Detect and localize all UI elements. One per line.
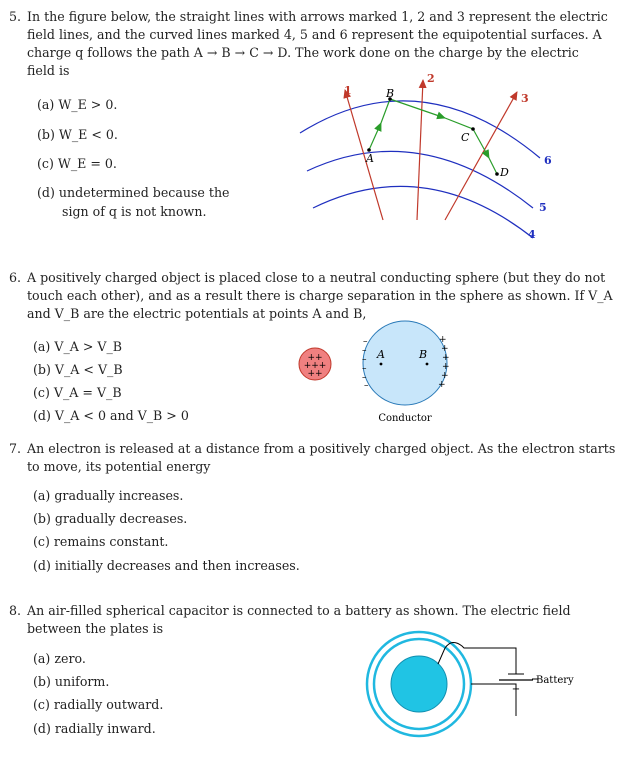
charged-object-plus-signs-top: ++	[307, 353, 323, 363]
label-field-1: 1	[344, 84, 352, 97]
svg-text:–: –	[363, 337, 368, 347]
q5-stem-line-4: field is	[27, 63, 70, 78]
svg-text:–: –	[364, 381, 369, 391]
option-text: W_E < 0.	[58, 127, 118, 142]
q6-stem-line-3: and V_B are the electric potentials at points A and B,	[27, 306, 367, 321]
option-label: (c)	[37, 156, 54, 171]
q5-figure	[295, 68, 565, 248]
option-text: zero.	[54, 651, 86, 666]
point-b	[426, 363, 429, 366]
q7-number: 7.	[9, 441, 22, 456]
q7-option-b[interactable]	[33, 510, 187, 527]
q5-option-a[interactable]	[37, 96, 117, 113]
q8-figure	[360, 628, 600, 764]
option-text: remains constant.	[53, 534, 169, 549]
q5-option-d[interactable]	[37, 184, 230, 201]
option-text: gradually increases.	[54, 488, 184, 503]
path-c-d	[489, 158, 497, 174]
charged-object-plus-signs: +++	[303, 361, 327, 371]
svg-text:+: +	[441, 344, 449, 354]
charged-object-plus-signs-bottom: ++	[307, 369, 323, 379]
q8-option-d[interactable]	[33, 720, 156, 737]
battery-plus-sign: +	[511, 684, 521, 695]
q5-stem-line-1: In the figure below, the straight lines with arrows marked 1, 2 and 3 represent the electric	[27, 9, 608, 24]
label-a: A	[377, 348, 385, 361]
q6-option-b[interactable]	[33, 361, 123, 378]
q6-figure	[295, 318, 465, 430]
option-text: V_A > V_B	[54, 339, 123, 354]
field-line-3	[445, 92, 517, 220]
svg-text:–: –	[362, 364, 367, 374]
option-text: radially outward.	[53, 697, 164, 712]
option-label: (b)	[33, 674, 51, 689]
point-d	[495, 172, 499, 176]
svg-text:+: +	[442, 353, 450, 363]
option-text: gradually decreases.	[54, 511, 188, 526]
inner-sphere	[391, 656, 447, 712]
svg-text:–: –	[362, 373, 367, 383]
battery-label: Battery	[536, 675, 574, 686]
label-b: B	[419, 348, 428, 361]
option-text: V_A < 0 and V_B > 0	[54, 408, 189, 423]
q6-option-d[interactable]	[33, 407, 189, 424]
option-text: W_E > 0.	[58, 97, 118, 112]
option-label: (c)	[33, 385, 50, 400]
q8-stem-line-1: An air-filled spherical capacitor is connected to a battery as shown. The electric field	[27, 603, 571, 618]
option-label: (a)	[33, 339, 51, 354]
q6-stem-line-1: A positively charged object is placed close to a neutral conducting sphere (but they do not	[27, 270, 606, 285]
label-equipotential-5: 5	[539, 201, 547, 214]
option-label: (c)	[33, 534, 50, 549]
label-a: A	[366, 152, 374, 165]
svg-text:+: +	[438, 380, 446, 390]
option-label: (a)	[37, 97, 55, 112]
q8-stem-line-2: between the plates is	[27, 621, 164, 636]
option-text: V_A < V_B	[54, 362, 123, 377]
label-b: B	[386, 87, 395, 100]
option-text: radially inward.	[54, 721, 156, 736]
conducting-sphere	[363, 321, 447, 405]
label-field-3: 3	[521, 92, 529, 105]
label-d: D	[500, 166, 509, 179]
svg-text:+: +	[441, 371, 449, 381]
q7-option-c[interactable]	[33, 533, 168, 550]
option-label: (d)	[33, 408, 51, 423]
q8-number: 8.	[9, 603, 22, 618]
svg-text:+: +	[442, 362, 450, 372]
q5-stem-line-3: charge q follows the path A → B → C → D. The work done on the charge by the electric	[27, 45, 579, 60]
svg-text:–: –	[362, 346, 367, 356]
q6-number: 6.	[9, 270, 22, 285]
q5-stem-line-2: field lines, and the curved lines marked 4, 5 and 6 represent the equipotential surfaces. A	[27, 27, 602, 42]
conductor-caption: Conductor	[378, 413, 432, 424]
option-label: (d)	[37, 185, 55, 200]
label-equipotential-4: 4	[528, 228, 536, 241]
option-text: W_E = 0.	[57, 156, 117, 171]
option-text: V_A = V_B	[53, 385, 122, 400]
option-label: (d)	[33, 721, 51, 736]
path-b-c	[445, 118, 473, 129]
q7-option-d[interactable]	[33, 557, 300, 574]
option-label: (d)	[33, 558, 51, 573]
q5-option-d-continued: sign of q is not known.	[62, 204, 207, 219]
label-equipotential-6: 6	[544, 154, 552, 167]
option-label: (a)	[33, 651, 51, 666]
option-text: undetermined because the	[58, 185, 230, 200]
point-c	[471, 127, 475, 131]
label-c: C	[461, 131, 470, 144]
option-label: (b)	[33, 511, 51, 526]
equipotential-4	[313, 186, 533, 238]
option-label: (b)	[37, 127, 55, 142]
option-label: (b)	[33, 362, 51, 377]
svg-text:–: –	[362, 355, 367, 365]
q6-option-c[interactable]	[33, 384, 122, 401]
path-c-d-arrow	[473, 129, 489, 158]
q7-option-a[interactable]	[33, 487, 183, 504]
option-label: (c)	[33, 697, 50, 712]
q6-option-a[interactable]	[33, 338, 122, 355]
q5-number: 5.	[9, 9, 22, 24]
q8-option-c[interactable]	[33, 696, 163, 713]
q8-option-a[interactable]	[33, 650, 86, 667]
option-label: (a)	[33, 488, 51, 503]
option-text: initially decreases and then increases.	[54, 558, 300, 573]
q8-option-b[interactable]	[33, 673, 109, 690]
wire-outer	[471, 684, 516, 716]
field-line-1	[345, 90, 383, 220]
q6-stem-line-2: touch each other), and as a result there is charge separation in the sphere as shown. If V_A	[27, 288, 613, 303]
q5-option-b[interactable]	[37, 126, 118, 143]
svg-text:+: +	[439, 335, 447, 345]
q7-stem-line-2: to move, its potential energy	[27, 459, 211, 474]
label-field-2: 2	[427, 72, 435, 85]
q7-stem-line-1: An electron is released at a distance from a positively charged object. As the electron starts	[27, 441, 616, 456]
path-a-b-arrow	[369, 123, 381, 150]
point-a	[380, 363, 383, 366]
q5-option-c[interactable]	[37, 155, 117, 172]
option-text: uniform.	[54, 674, 110, 689]
